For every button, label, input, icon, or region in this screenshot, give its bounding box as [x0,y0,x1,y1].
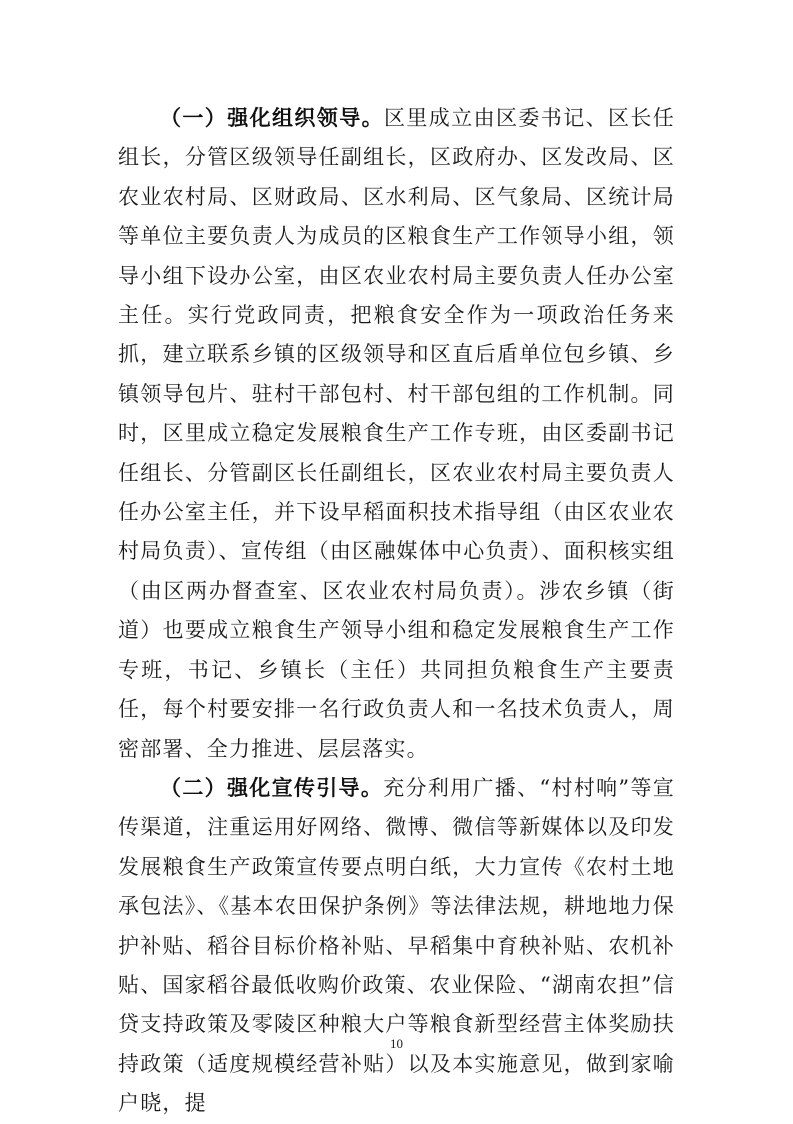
document-body [118,99,675,1124]
page-number: 10 [390,1036,403,1051]
paragraph-text-publicity-guidance: 充分利用广播、“村村响”等宣传渠道，注重运用好网络、微博、微信等新媒体以及印发发展粮食生产政策宣传要点明白纸，大力宣传《农村土地承包法》、《基本农田保护条例》等法律法规，耕地地力保护补贴、稻谷目标价格补贴、早稻集中育秧补贴、农机补贴、国家稻谷最低收购价政策、农业保险、“湖南农担”信贷支持政策及零陵区种粮大户等粮食新型经营主体奖励扶持政策（适度规模经营补贴）以及本实施意见，做到家喻户晓，提 [118,775,675,1116]
paragraph-publicity-guidance [118,769,675,1124]
paragraph-text-organization-leadership: 区里成立由区委书记、区长任组长，分管区级领导任副组长，区政府办、区发改局、区农业农村局、区财政局、区水利局、区气象局、区统计局等单位主要负责人为成员的区粮食生产工作领导小组，领导小组下设办公室，由区农业农村局主要负责人任办公室主任。实行党政同责，把粮食安全作为一项政治任务来抓，建立联系乡镇的区级领导和区直后盾单位包乡镇、乡镇领导包片、驻村干部包村、村干部包组的工作机制。同时，区里成立稳定发展粮食生产工作专班，由区委副书记任组长、分管副区长任副组长，区农业农村局主要负责人任办公室主任，并下设早稻面积技术指导组（由区农业农村局负责）、宣传组（由区融媒体中心负责）、面积核实组（由区两办督查室、区农业农村局负责）。涉农乡镇（街道）也要成立粮食生产领导小组和稳定发展粮食生产工作专班，书记、乡镇长（主任）共同担负粮食生产主要责任，每个村要安排一名行政负责人和一名技术负责人，周密部署、全力推进、层层落实。 [118,106,675,761]
paragraph-organization-leadership [118,99,675,769]
section-heading-organization-leadership: （一）强化组织领导。 [160,106,384,130]
section-heading-publicity-guidance: （二）强化宣传引导。 [160,775,384,800]
